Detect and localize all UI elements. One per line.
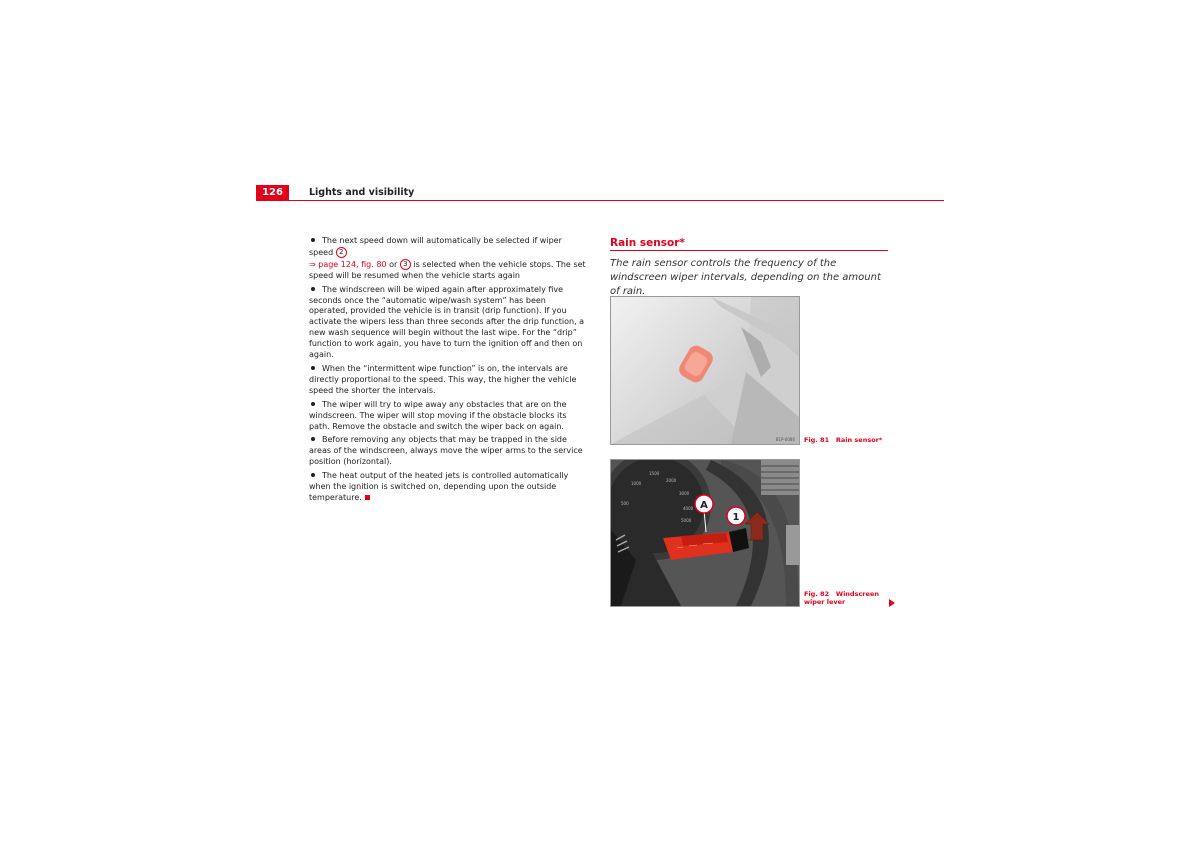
- gauge-tick-label: 5000: [681, 518, 692, 523]
- paragraph-1: The next speed down will automatically be selected if wiper speed 2 ⇒ page 124, fig. 80 or 3 is selected when the vehicle stops. The set speed will be resumed when the vehicle starts again: [309, 236, 586, 280]
- wiper-lever-illustration: [611, 460, 799, 606]
- bullet-icon: [311, 366, 315, 370]
- figure-code: B1P-0137: [775, 599, 795, 604]
- gauge-tick-label: 1500: [649, 471, 660, 476]
- bullet-icon: [311, 402, 315, 406]
- bullet-icon: [311, 437, 315, 441]
- heading-rule: [610, 250, 888, 251]
- bullet-icon: [311, 287, 315, 291]
- header-rule: [256, 200, 944, 201]
- left-column: [309, 236, 587, 507]
- paragraph-4: The wiper will try to wipe away any obstacles that are on the windscreen. The wiper will stop moving if the obstacle blocks its path. Remove the obstacle and switch the wiper back on again.: [309, 399, 567, 431]
- end-of-section-icon: [365, 495, 370, 500]
- callout-3-icon: 3: [400, 259, 411, 270]
- gauge-tick-label: 3000: [679, 491, 690, 496]
- rain-sensor-illustration: [611, 297, 799, 444]
- gauge-tick-label: 500: [621, 501, 629, 506]
- rain-sensor-intro: The rain sensor controls the frequency of the windscreen wiper intervals, depending on the amount of rain.: [610, 258, 881, 297]
- gauge-tick-label: 1000: [631, 481, 642, 486]
- paragraph-5: Before removing any objects that may be trapped in the side areas of the windscreen, always move the wiper arms to the service position (horizontal).: [309, 435, 583, 467]
- figure-82-image: [610, 459, 800, 607]
- figure-code: B1P-0086: [775, 437, 795, 442]
- paragraph-6: The heat output of the heated jets is controlled automatically when the ignition is switched on, depending upon the outside temperature.: [309, 471, 569, 502]
- page-reference-link[interactable]: ⇒ page 124, fig. 80: [309, 259, 387, 269]
- callout-1-label: 1: [732, 512, 740, 523]
- gauge-tick-label: 4000: [683, 506, 694, 511]
- callout-2-icon: 2: [336, 247, 347, 258]
- section-title: Lights and visibility: [309, 187, 415, 198]
- gauge-tick-label: 2000: [666, 478, 677, 483]
- bullet-icon: [311, 238, 315, 242]
- rain-sensor-heading: Rain sensor*: [610, 237, 685, 249]
- continue-arrow-icon: [889, 599, 895, 607]
- figure-82-caption: Fig. 82 Windscreen wiper lever: [804, 590, 879, 606]
- paragraph-3: When the “intermittent wipe function” is on, the intervals are directly proportional to the speed. This way, the higher the vehicle speed the shorter the intervals.: [309, 363, 577, 395]
- figure-81-caption: Fig. 81 Rain sensor*: [804, 436, 883, 444]
- bullet-icon: [311, 473, 315, 477]
- page-number: 126: [256, 185, 289, 201]
- figure-81-image: [610, 296, 800, 445]
- paragraph-2: The windscreen will be wiped again after approximately five seconds once the “automatic wipe/wash system” has been operated, provided the vehicle is in transit (drip function). If you activate the wipers less than three seconds after the drip function, a new wash sequence will begin without the last wipe. For the “drip” function to work again, you have to turn the ignition off and then on again.: [309, 284, 585, 360]
- callout-a-label: A: [700, 500, 708, 511]
